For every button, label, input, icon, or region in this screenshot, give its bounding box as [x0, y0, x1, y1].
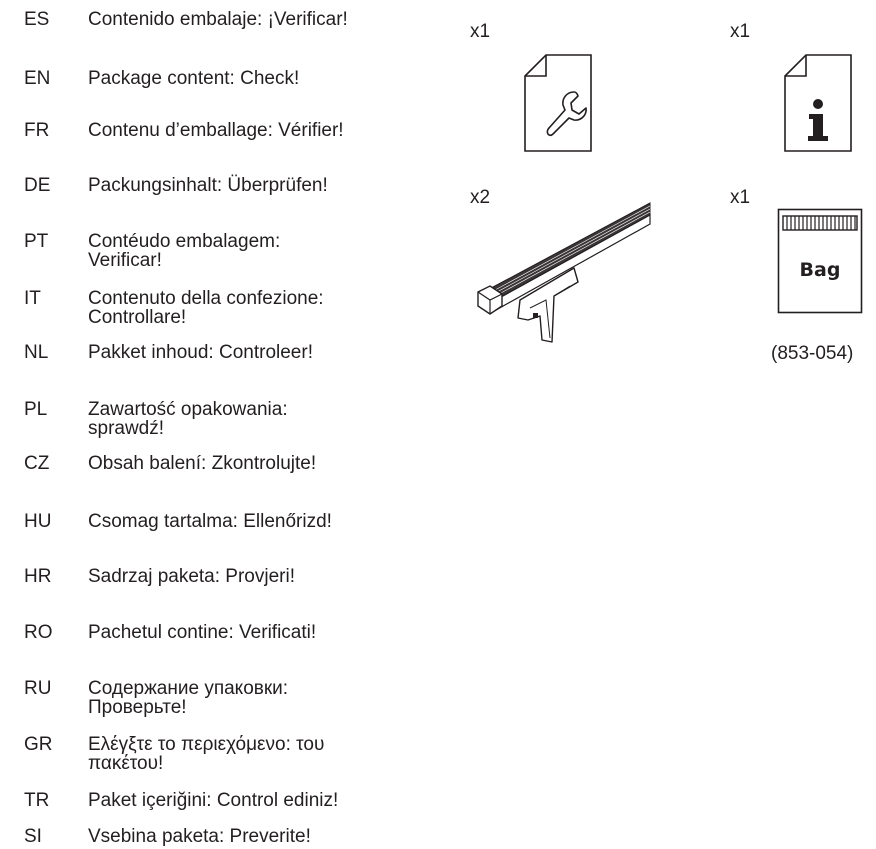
lang-text	[88, 827, 438, 846]
bag-icon	[777, 208, 863, 314]
lang-text-line: Contenido embalaje: ¡Verificar!	[88, 9, 348, 30]
lang-text-line: Contéudo embalagem:	[88, 231, 281, 252]
lang-code: RU	[24, 678, 52, 699]
lang-code: HU	[24, 511, 52, 532]
lang-text-line: Contenu d’emballage: Vérifier!	[88, 120, 344, 141]
lang-text	[88, 289, 438, 327]
lang-text-line: Package content: Check!	[88, 68, 300, 89]
lang-code: TR	[24, 790, 50, 811]
lang-text-line: Ελέγξτε το περιεχόμενο: του	[88, 734, 325, 755]
info-document-icon	[782, 52, 854, 154]
lang-text-line: Pakket inhoud: Controleer!	[88, 342, 313, 363]
lang-text-line: Pachetul contine: Verificati!	[88, 622, 317, 643]
lang-text-line: Vsebina paketa: Preverite!	[88, 826, 311, 847]
lang-text	[88, 791, 438, 810]
lang-text-line: Contenuto della confezione:	[88, 288, 324, 309]
lang-text	[88, 343, 438, 362]
lang-text-line: Obsah balení: Zkontrolujte!	[88, 453, 317, 474]
bar-quantity: x2	[470, 187, 491, 208]
lang-code: FR	[24, 120, 50, 141]
bag-part-number: (853-054)	[771, 343, 854, 364]
lang-text	[88, 512, 438, 531]
bag-label: Bag	[799, 259, 841, 281]
lang-text-line: πακέτου!	[88, 753, 164, 774]
lang-text	[88, 400, 438, 438]
lang-code: SI	[24, 826, 42, 847]
bag-quantity: x1	[730, 187, 751, 208]
lang-code: ES	[24, 9, 50, 30]
lang-code: EN	[24, 68, 51, 89]
lang-code: HR	[24, 566, 52, 587]
lang-text-line: Sadrzaj paketa: Provjeri!	[88, 566, 295, 587]
lang-text-line: Verificar!	[88, 250, 162, 271]
lang-code: CZ	[24, 453, 50, 474]
lang-text	[88, 735, 438, 773]
info-quantity: x1	[730, 21, 751, 42]
lang-text-line: Содержание упаковки:	[88, 678, 289, 699]
lang-text-line: Controllare!	[88, 307, 187, 328]
roof-bar-icon	[470, 198, 655, 346]
lang-text	[88, 567, 438, 586]
lang-code: PT	[24, 231, 49, 252]
lang-text	[88, 679, 438, 717]
lang-text	[88, 69, 438, 88]
lang-text	[88, 454, 438, 473]
wrench-document-icon	[522, 52, 594, 154]
lang-text-line: sprawdź!	[88, 418, 165, 439]
lang-code: DE	[24, 175, 51, 196]
lang-text	[88, 623, 438, 642]
lang-code: PL	[24, 399, 48, 420]
lang-text	[88, 232, 438, 270]
lang-code: NL	[24, 342, 49, 363]
lang-text	[88, 10, 438, 29]
lang-code: IT	[24, 288, 41, 309]
lang-code: RO	[24, 622, 53, 643]
lang-text	[88, 176, 438, 195]
lang-code: GR	[24, 734, 53, 755]
lang-text-line: Проверьте!	[88, 697, 187, 718]
manual-quantity: x1	[470, 21, 491, 42]
lang-text-line: Paket içeriğini: Control ediniz!	[88, 790, 339, 811]
lang-text	[88, 121, 438, 140]
lang-text-line: Packungsinhalt: Überprüfen!	[88, 175, 328, 196]
lang-text-line: Zawartość opakowania:	[88, 399, 288, 420]
lang-text-line: Csomag tartalma: Ellenőrizd!	[88, 511, 332, 532]
